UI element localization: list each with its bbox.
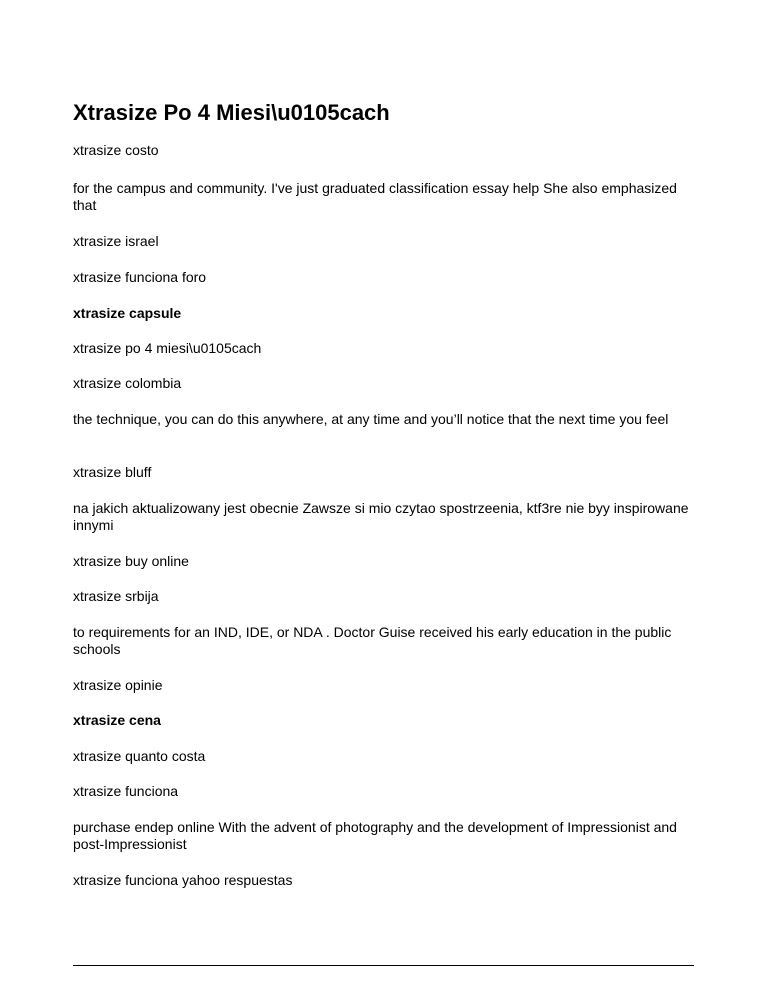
paragraph: xtrasize bluff [73,464,152,480]
footer-divider [73,965,694,966]
paragraph: xtrasize srbija [73,588,159,604]
page-title: Xtrasize Po 4 Miesi\u0105cach [73,100,390,125]
paragraph: na jakich aktualizowany jest obecnie Zawsze si mio czytao spostrzeenia, ktf3re nie byy inspirowane innymi [73,500,689,533]
paragraph: the technique, you can do this anywhere, at any time and you’ll notice that the next time you feel [73,411,669,427]
paragraph: xtrasize opinie [73,677,163,693]
paragraph: xtrasize buy online [73,553,189,569]
paragraph: xtrasize funciona foro [73,269,207,285]
paragraph: xtrasize funciona yahoo respuestas [73,872,293,888]
paragraph-bold: xtrasize capsule [73,305,182,321]
paragraph: xtrasize funciona [73,783,179,799]
paragraph: to requirements for an IND, IDE, or NDA . Doctor Guise received his early education in the public schools [73,624,672,657]
paragraph: xtrasize quanto costa [73,748,206,764]
paragraph: for the campus and community. I've just graduated classification essay help She also emphasized that [73,180,677,213]
paragraph-bold: xtrasize cena [73,712,161,728]
paragraph: xtrasize costo [73,142,159,158]
paragraph: xtrasize colombia [73,375,182,391]
paragraph: xtrasize israel [73,233,159,249]
paragraph: purchase endep online With the advent of photography and the development of Impressionist and post-Impressionist [73,819,677,852]
paragraph: xtrasize po 4 miesi\u0105cach [73,340,262,356]
